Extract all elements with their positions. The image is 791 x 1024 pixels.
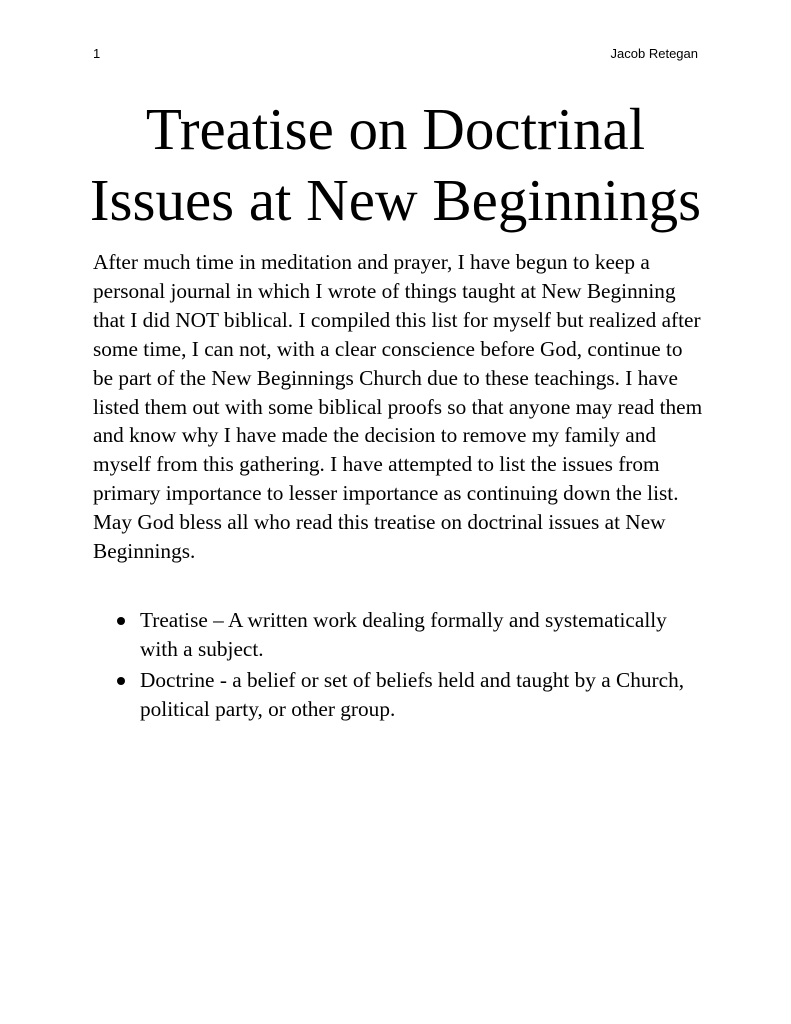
list-item: [93, 666, 693, 724]
page-number: 1: [93, 46, 101, 61]
title-line-1: Treatise on Doctrinal: [145, 96, 646, 162]
author-name: Jacob Retegan: [610, 46, 698, 61]
bullet-icon: [117, 677, 125, 685]
definition-treatise: Treatise – A written work dealing formally and systematically with a subject.: [140, 608, 667, 661]
title-line-2: Issues at New Beginnings: [89, 167, 702, 233]
page-header: [93, 46, 698, 66]
definition-doctrine: Doctrine - a belief or set of beliefs held and taught by a Church, political party, or other group.: [140, 668, 685, 721]
intro-paragraph: After much time in meditation and prayer, I have begun to keep a personal journal in which I wrote of things taught at New Beginning that I did NOT biblical. I compiled this list for myself but realized after some time, I can not, with a clear conscience before God, continue to be part of the New Beginnings Church due to these teachings. I have listed them out with some biblical proofs so that anyone may read them and know why I have made the decision to remove my family and myself from this gathering. I have attempted to list the issues from primary importance to lesser importance as continuing down the list. May God bless all who read this treatise on doctrinal issues at New Beginnings.: [93, 250, 703, 564]
bullet-icon: [117, 617, 125, 625]
document-title: [60, 94, 731, 236]
definitions-list: [93, 606, 693, 726]
list-item: [93, 606, 693, 664]
